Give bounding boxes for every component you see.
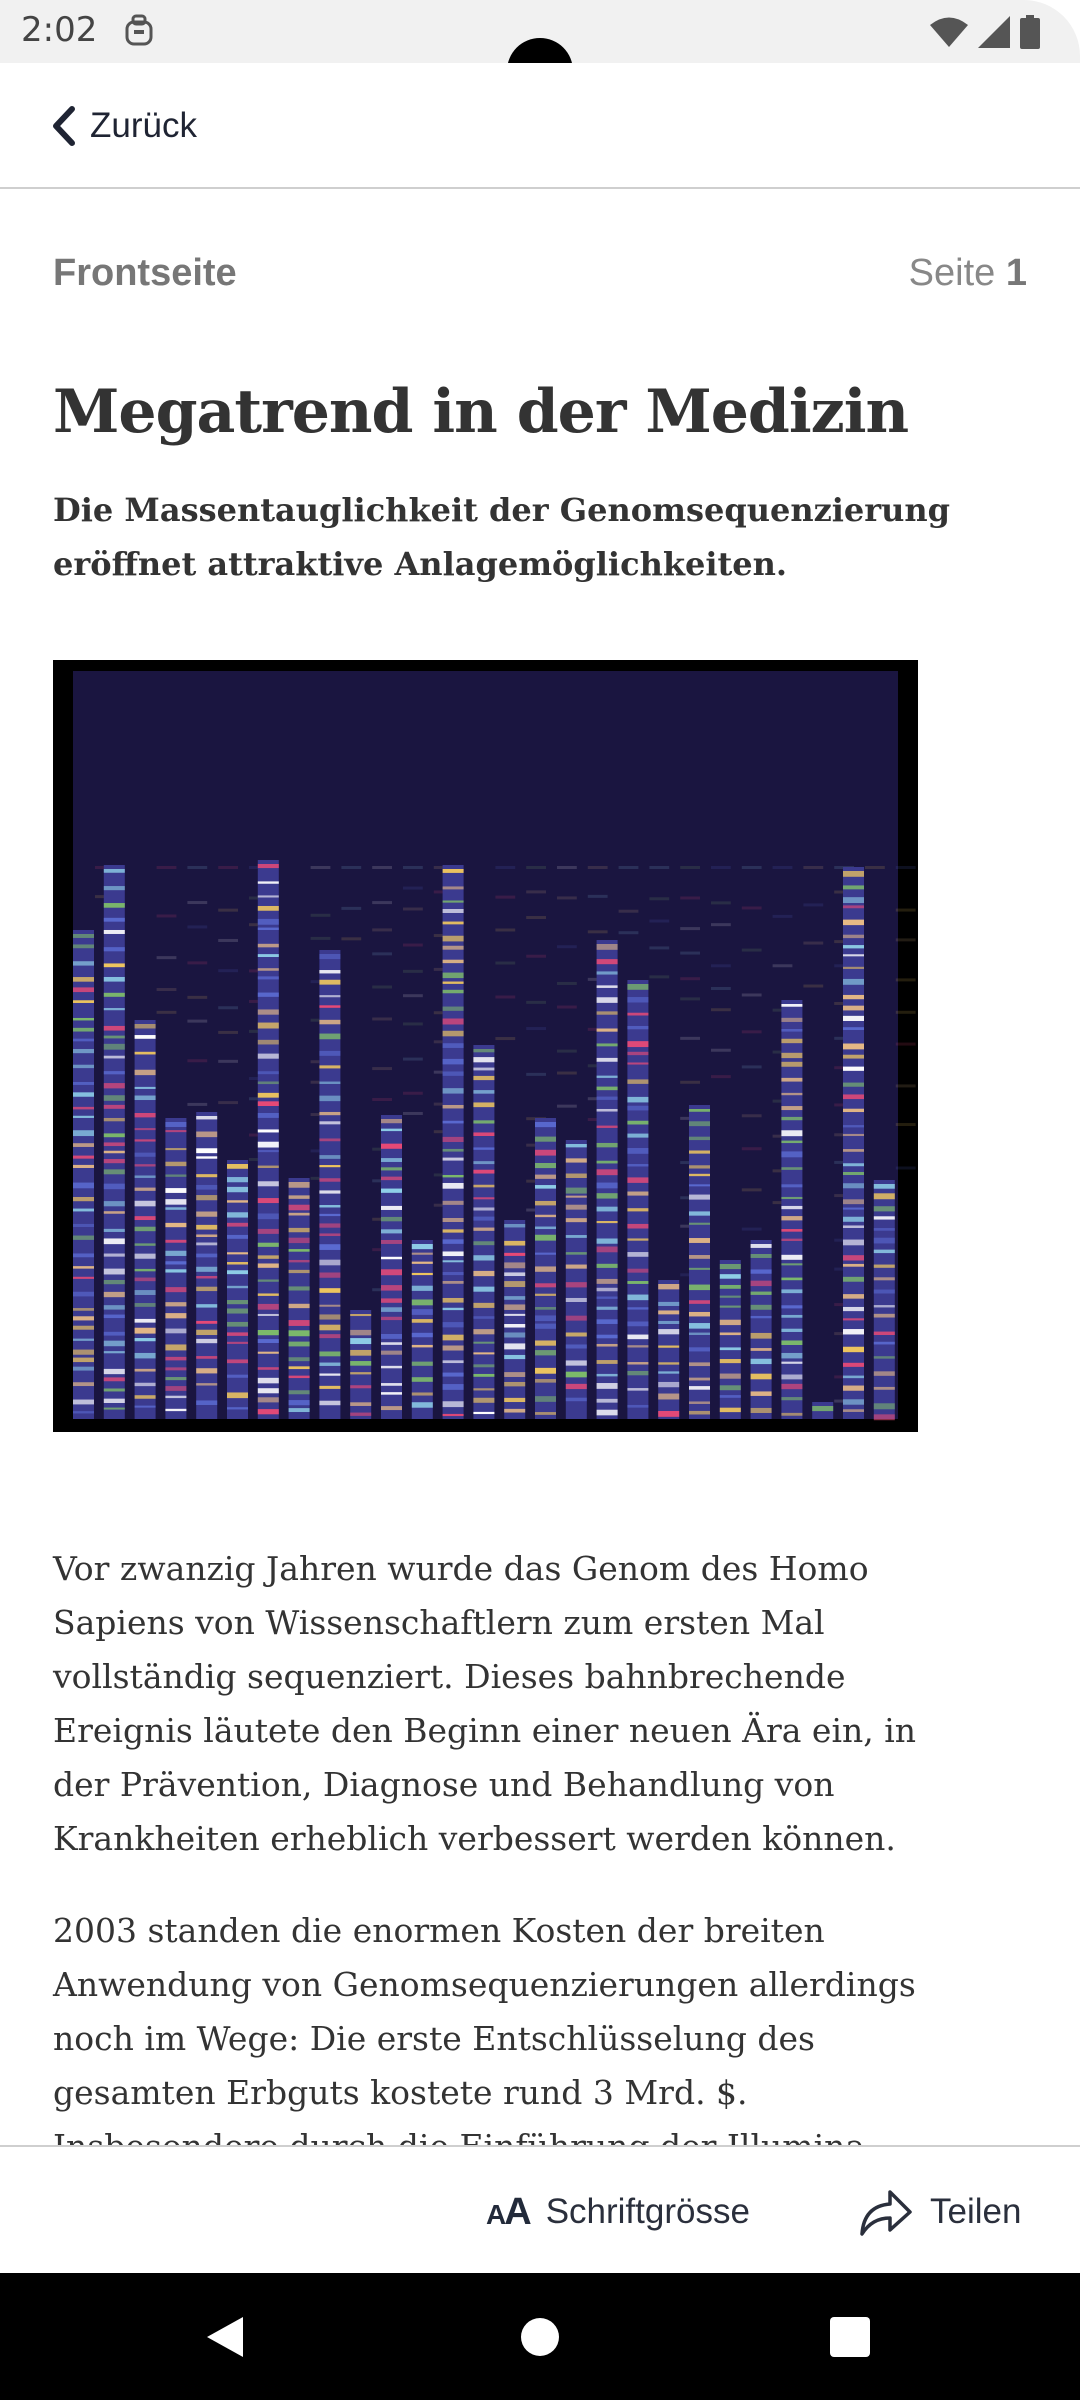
article-body [53,1542,953,2212]
font-size-button[interactable] [486,2183,750,2241]
article-lead: Die Massentauglichkeit der Genomsequenzierung eröffnet attraktive Anlagemöglichkeiten. [53,491,951,583]
system-nav-bar [0,2273,1080,2400]
system-back-button[interactable] [198,2310,252,2364]
back-button[interactable] [50,99,197,153]
wifi-icon [930,16,968,48]
font-size-icon: AA [486,2190,530,2233]
page-label: Seite [908,252,996,294]
signal-icon [978,16,1010,48]
back-label: Zurück [90,106,197,145]
article-title: Megatrend in der Medizin [53,377,909,447]
system-home-button[interactable] [513,2310,567,2364]
notification-icon [124,14,154,48]
square-recents-icon [829,2316,871,2358]
dna-sequence-image [73,671,898,1419]
article-paragraph: 2003 standen die enormen Kosten der breiten Anwendung von Genomsequenzierungen allerdings noch im Wege: Die erste Entschlüsselung des gesamten Erbguts kostete rund 3 Mrd. $. [53,1911,916,2112]
share-icon [858,2186,914,2238]
system-recents-button[interactable] [823,2310,877,2364]
bottom-toolbar [0,2145,1080,2273]
article-meta [53,252,1027,295]
share-button[interactable] [858,2183,1021,2241]
chevron-left-icon [50,105,76,147]
status-time: 2:02 [21,10,98,50]
font-size-label: Schriftgrösse [545,2192,750,2231]
article-image[interactable] [53,660,918,1432]
page-indicator [909,252,1027,295]
section-name: Frontseite [53,252,237,294]
status-icons [930,14,1040,50]
article-content[interactable] [0,190,1080,2145]
article-paragraph: Vor zwanzig Jahren wurde das Genom des Homo Sapiens von Wissenschaftlern zum ersten Mal vollständig sequenziert. Dieses bahnbrechende Ereignis läutete den Beginn einer neuen Ära ein, in der Prävention, Diagnose und Behandlung von Krankheiten erheblich verbessert werden können. [53,1549,917,1858]
battery-icon [1020,15,1040,49]
share-label: Teilen [930,2192,1022,2231]
page-number: 1 [1005,252,1027,294]
triangle-back-icon [203,2314,247,2360]
circle-home-icon [519,2316,561,2358]
top-nav [0,63,1080,189]
